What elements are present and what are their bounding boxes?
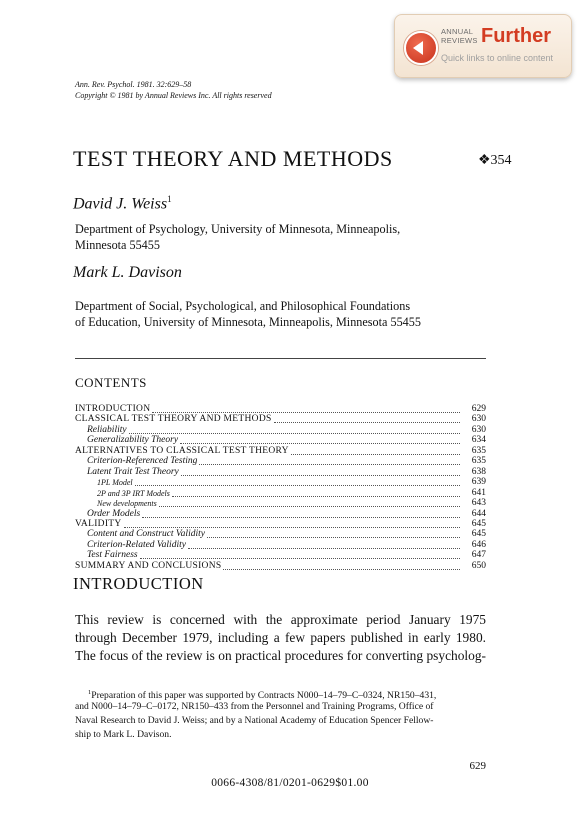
- page-number: 629: [469, 760, 486, 772]
- body-text-line: This review is concerned with the approximate period January 1975: [75, 612, 486, 627]
- back-arrow-icon[interactable]: [404, 31, 438, 65]
- author-affiliation: Department of Psychology, University of Minnesota, Minneapolis,: [75, 222, 401, 236]
- footnote-mark: 1: [167, 194, 172, 204]
- author-name: [73, 263, 182, 283]
- footnote-text: Preparation of this paper was supported by Contracts N000–14–79–C–0324, NR150–431,: [91, 690, 437, 702]
- toc-entry-page: 650: [471, 560, 486, 571]
- toc-entry-page: 630: [471, 424, 486, 435]
- toc-entry-page: 634: [471, 435, 486, 446]
- badge-annual-label: ANNUAL: [441, 27, 474, 36]
- toc-entry-page: 635: [471, 445, 486, 456]
- author-affiliation: Department of Social, Psychological, and Philosophical Foundations: [75, 299, 411, 313]
- toc-entry-label: New developments: [97, 499, 157, 509]
- toc-entry-label: CLASSICAL TEST THEORY AND METHODS: [75, 414, 272, 425]
- badge-reviews-label: REVIEWS: [441, 36, 478, 45]
- body-text-line: The focus of the review is on practical procedures for converting psycholog-: [75, 648, 486, 663]
- doi-code: 0066-4308/81/0201-0629$01.00: [211, 777, 369, 789]
- footnote-line: and N000–14–79–C–0172, NR150–433 from the Personnel and Training Programs, Office of: [75, 701, 434, 712]
- badge-subtitle[interactable]: Quick links to online content: [441, 53, 554, 63]
- toc-entry-label: VALIDITY: [75, 518, 122, 529]
- toc-entry-page: 629: [471, 404, 486, 414]
- toc-entry: [75, 560, 486, 572]
- footnote-mark: 1: [88, 689, 92, 696]
- author-name: [73, 189, 172, 214]
- toc-entry-page: 630: [471, 414, 486, 425]
- section-divider: [75, 358, 486, 359]
- toc-entry-page: 638: [471, 466, 486, 477]
- article-title: TEST THEORY AND METHODS: [73, 146, 393, 171]
- toc-entry-label: Test Fairness: [87, 550, 138, 561]
- toc-entry-page: 645: [471, 529, 486, 540]
- author-name-text: David J. Weiss: [73, 195, 168, 213]
- copyright-notice: Copyright © 1981 by Annual Reviews Inc. All rights reserved: [75, 91, 272, 100]
- toc-entry-label: INTRODUCTION: [75, 404, 151, 414]
- toc-entry-label: Generalizability Theory: [87, 435, 179, 446]
- author-affiliation: of Education, University of Minnesota, Minneapolis, Minnesota 55455: [75, 315, 421, 329]
- toc-entry-label: Criterion-Related Validity: [87, 539, 186, 550]
- footnote-line: Naval Research to David J. Weiss; and by a National Academy of Education Spencer Fellow-: [75, 715, 434, 726]
- toc-entry-page: 646: [471, 539, 486, 550]
- toc-entry-label: Reliability: [87, 424, 127, 435]
- toc-entry-label: ALTERNATIVES TO CLASSICAL TEST THEORY: [75, 445, 289, 456]
- article-number: ❖354: [478, 153, 512, 168]
- contents-heading: CONTENTS: [75, 375, 147, 390]
- toc-entry-page: 647: [471, 550, 486, 561]
- toc-entry-page: 645: [471, 518, 486, 529]
- arrow-left-icon: [413, 41, 423, 55]
- toc-entry-label: Content and Construct Validity: [87, 529, 205, 540]
- further-badge[interactable]: [394, 14, 572, 78]
- toc-entry-label: 2P and 3P IRT Models: [97, 488, 170, 498]
- toc-entry-label: 1PL Model: [97, 478, 133, 488]
- toc-entry-label: Latent Trait Test Theory: [87, 466, 179, 477]
- toc-entry-label: SUMMARY AND CONCLUSIONS: [75, 560, 222, 571]
- author-name-text: Mark L. Davison: [73, 264, 182, 281]
- toc-leader-dots: [223, 569, 460, 570]
- toc-entry-label: Criterion-Referenced Testing: [87, 456, 198, 467]
- toc-entry-label: Order Models: [87, 508, 141, 519]
- toc-entry-page: 644: [471, 508, 486, 519]
- toc-entry-page: 635: [471, 456, 486, 467]
- toc-entry-page: 643: [471, 498, 486, 509]
- section-heading: INTRODUCTION: [73, 574, 204, 593]
- journal-citation: Ann. Rev. Psychol. 1981. 32:629–58: [75, 80, 192, 89]
- footnote-line: ship to Mark L. Davison.: [75, 729, 172, 740]
- author-affiliation: Minnesota 55455: [75, 238, 160, 252]
- badge-title: Further: [481, 25, 551, 47]
- toc-entry-page: 639: [471, 477, 486, 488]
- body-text-line: through December 1979, including a few papers published in early 1980.: [75, 630, 486, 645]
- toc-entry-page: 641: [471, 487, 486, 498]
